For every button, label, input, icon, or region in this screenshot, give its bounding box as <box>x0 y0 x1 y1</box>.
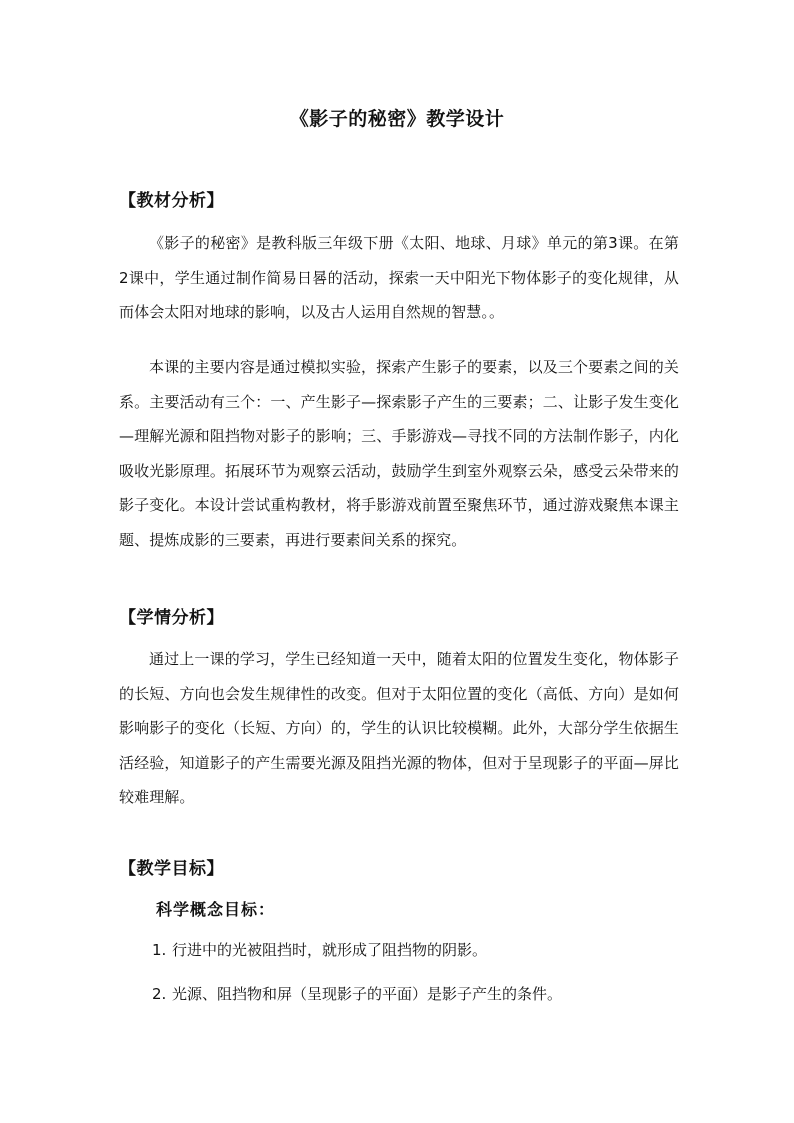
section-heading-textbook-analysis: 【教材分析】 <box>119 191 224 211</box>
list-item <box>152 981 562 1007</box>
paragraph-textbook-analysis-2: 本课的主要内容是通过模拟实验，探索产生影子的要素，以及三个要素之间的关系。主要活动有三个：一、产生影子—探索影子产生的三要素；二、让影子发生变化—理解光源和阻挡物对影子的影响；三、手影游戏—寻找不同的方法制作影子，内化吸收光影原理。拓展环节为观察云活动，鼓励学生到室外观察云朵，感受云朵带来的影子变化。本设计尝试重构教材，将手影游戏前置至聚焦环节，通过游戏聚焦本课主题、提炼成影的三要素，再进行要素间关系的探究。 <box>119 358 679 549</box>
section-heading-learner-analysis: 【学情分析】 <box>119 608 224 628</box>
list-item-text: 行进中的光被阻挡时，就形成了阻挡物的阴影。 <box>172 941 488 959</box>
paragraph-textbook-analysis-1: 《影子的秘密》是教科版三年级下册《太阳、地球、月球》单元的第3课。在第2课中，学生通过制作简易日晷的活动，探索一天中阳光下物体影子的变化规律，从而体会太阳对地球的影响，以及古人运用自然规的智慧。。 <box>119 234 679 322</box>
paragraph-learner-analysis: 通过上一课的学习，学生已经知道一天中，随着太阳的位置发生变化，物体影子的长短、方向也会发生规律性的改变。但对于太阳位置的变化（高低、方向）是如何影响影子的变化（长短、方向）的，学生的认识比较模糊。此外，大部分学生依据生活经验，知道影子的产生需要光源及阻挡光源的物体，但对于呈现影子的平面—屏比较难理解。 <box>119 650 679 807</box>
list-item-text: 光源、阻挡物和屏（呈现影子的平面）是影子产生的条件。 <box>172 985 563 1003</box>
list-item-number: 1. <box>152 941 167 959</box>
section-heading-teaching-goals: 【教学目标】 <box>119 859 224 879</box>
subheading-science-concept-goals: 科学概念目标： <box>156 900 276 919</box>
list-item-number: 2. <box>152 985 167 1003</box>
document-title: 《影子的秘密》教学设计 <box>289 108 505 130</box>
list-item <box>152 937 487 963</box>
